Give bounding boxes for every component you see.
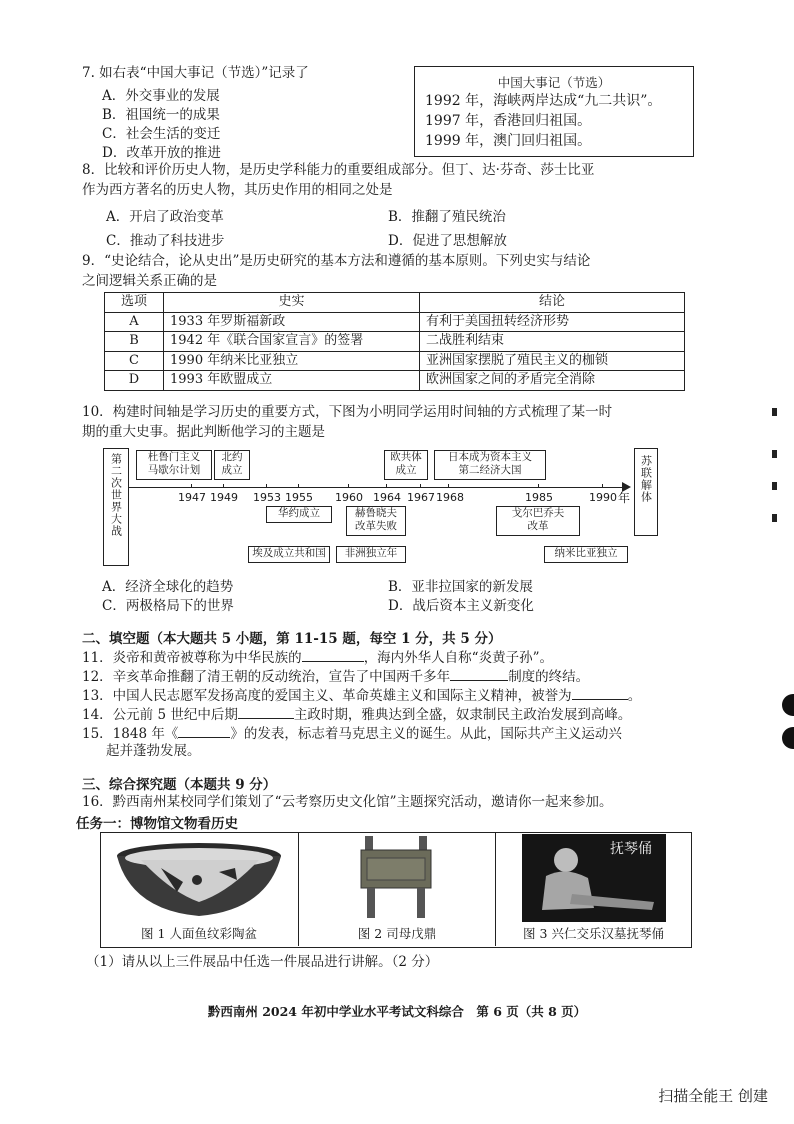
margin-mark — [772, 450, 777, 458]
timeline-event-top — [214, 450, 250, 480]
timeline-event-line: 日本成为资本主义 — [448, 451, 532, 463]
timeline-event-top — [136, 450, 212, 480]
q10-stem-2: 期的重大史事。据此判断他学习的主题是 — [82, 424, 325, 440]
q15 — [82, 723, 688, 744]
table-cell: 1990 年纳米比亚独立 — [164, 351, 420, 371]
q9-stem-2: 之间逻辑关系正确的是 — [82, 273, 217, 289]
timeline-event-line: 纳米比亚独立 — [554, 547, 618, 559]
q11-text: ，海内外华人自称“炎黄子孙”。 — [363, 650, 553, 666]
q8-option-c: C．推动了科技进步 — [106, 233, 225, 249]
table-row — [105, 371, 685, 391]
timeline-year: 1960 — [335, 491, 363, 504]
timeline-event-line: 北约 — [221, 451, 243, 463]
q7-box-line-2: 1997 年，香港回归祖国。 — [425, 113, 592, 129]
q15-blank[interactable] — [178, 723, 230, 738]
timeline-end-box — [634, 448, 658, 536]
timeline-tick — [538, 484, 539, 488]
q7-option-d: D．改革开放的推进 — [102, 145, 221, 161]
table-cell: 二战胜利结束 — [420, 332, 685, 352]
timeline-year: 1990 — [589, 491, 617, 504]
timeline-event-line: 第二经济大国 — [458, 464, 522, 476]
timeline-event-line: 成立 — [395, 464, 417, 476]
timeline-event-line: 欧共体 — [390, 451, 422, 463]
q13 — [82, 685, 688, 706]
binding-hole-icon — [782, 694, 794, 716]
timeline-event-line: 华约成立 — [278, 507, 320, 519]
timeline-event-bottom — [496, 506, 580, 536]
timeline-year: 1985 — [525, 491, 553, 504]
timeline-tick — [348, 484, 349, 488]
margin-mark — [772, 408, 777, 416]
timeline-event-line: 杜鲁门主义 — [147, 451, 201, 463]
margin-mark — [772, 482, 777, 490]
table-header: 史实 — [164, 293, 420, 313]
timeline-tick — [448, 484, 449, 488]
binding-hole-icon — [782, 727, 794, 749]
q15-text: 》的发表，标志着马克思主义的诞生。从此，国际共产主义运动兴 — [230, 726, 622, 742]
timeline-event-line: 埃及成立共和国 — [252, 547, 326, 559]
section-3-title: 三、综合探究题（本题共 9 分） — [82, 777, 277, 793]
timeline-event-top — [434, 450, 546, 480]
q10-timeline — [100, 446, 690, 568]
q9-table — [104, 292, 685, 391]
timeline-event-top — [384, 450, 428, 480]
q13-text: 。 — [627, 688, 642, 704]
q11-text: 11．炎帝和黄帝被尊称为中华民族的 — [82, 650, 302, 666]
q13-text: 13．中国人民志愿军发扬高度的爱国主义、革命英雄主义和国际主义精神，被誉为 — [82, 688, 572, 704]
timeline-event-line: 成立 — [221, 464, 243, 476]
timeline-event-bottom — [346, 506, 406, 536]
q7-box-title: 中国大事记（节选） — [497, 75, 611, 90]
timeline-tick — [266, 484, 267, 488]
timeline-axis — [128, 487, 624, 488]
timeline-event-bottom — [336, 546, 406, 563]
q10-stem-1: 10．构建时间轴是学习历史的重要方式，下图为小明同学运用时间轴的方式梳理了某一时 — [82, 404, 613, 420]
timeline-tick — [602, 484, 603, 488]
margin-mark — [772, 514, 777, 522]
figurine-photo — [522, 834, 666, 922]
q8-option-a: A．开启了政治变革 — [106, 209, 224, 225]
q7-box-line-3: 1999 年，澳门回归祖国。 — [425, 133, 592, 149]
ding-vessel-icon — [299, 832, 495, 924]
table-header: 选项 — [105, 293, 164, 313]
timeline-end-label: 苏联解体 — [639, 455, 653, 503]
timeline-year: 1967 — [407, 491, 435, 504]
q16-stem: 16．黔西南州某校同学们策划了“云考察历史文化馆”主题探究活动，邀请你一起来参加。 — [82, 794, 613, 810]
timeline-year: 1955 — [285, 491, 313, 504]
table-header: 结论 — [420, 293, 685, 313]
timeline-event-line: 马歇尔计划 — [147, 464, 201, 476]
timeline-year: 1949 — [210, 491, 238, 504]
section-2-title: 二、填空题（本大题共 5 小题，第 11-15 题，每空 1 分，共 5 分） — [82, 631, 502, 647]
timeline-event-line: 改革失败 — [355, 520, 397, 532]
table-cell: 有利于美国扭转经济形势 — [420, 312, 685, 332]
q14-text: 14．公元前 5 世纪中后期 — [82, 707, 238, 723]
q14 — [82, 704, 688, 725]
figure-1-caption: 图 1 人面鱼纹彩陶盆 — [141, 926, 257, 941]
table-row — [105, 312, 685, 332]
table-row — [105, 351, 685, 371]
q8-option-d: D．促进了思想解放 — [388, 233, 507, 249]
q8-stem-1: 8．比较和评价历史人物，是历史学科能力的重要组成部分。但丁、达·芬奇、莎士比亚 — [82, 162, 595, 178]
figure-3-caption: 图 3 兴仁交乐汉墓抚琴俑 — [523, 926, 664, 941]
q10-option-a: A．经济全球化的趋势 — [102, 579, 234, 595]
q7-event-box — [414, 66, 694, 157]
q10-option-b: B．亚非拉国家的新发展 — [388, 579, 533, 595]
q14-blank[interactable] — [238, 704, 294, 719]
table-cell: A — [105, 312, 164, 332]
q7-option-b: B．祖国统一的成果 — [102, 107, 220, 123]
figure-2-caption: 图 2 司母戊鼎 — [357, 926, 437, 941]
table-header-row — [105, 293, 685, 313]
q12-text: 12．辛亥革命推翻了清王朝的反动统治，宣告了中国两千多年 — [82, 669, 451, 685]
scanner-watermark: 扫描全能王 创建 — [658, 1087, 768, 1105]
q13-blank[interactable] — [572, 685, 628, 700]
table-cell: C — [105, 351, 164, 371]
page-footer: 黔西南州 2024 年初中学业水平考试文科综合 第 6 页（共 8 页） — [207, 1004, 587, 1019]
timeline-year: 1947 — [178, 491, 206, 504]
table-cell: B — [105, 332, 164, 352]
timeline-tick — [223, 484, 224, 488]
timeline-start-box — [103, 448, 129, 566]
table-cell: 1942 年《联合国家宣言》的签署 — [164, 332, 420, 352]
figurine-photo-label: 抚琴俑 — [610, 841, 652, 857]
timeline-tick — [298, 484, 299, 488]
timeline-event-bottom — [544, 546, 628, 563]
task-1-title: 任务一：博物馆文物看历史 — [76, 816, 238, 832]
timeline-tick — [420, 484, 421, 488]
painted-basin-icon — [101, 832, 297, 924]
timeline-event-bottom — [266, 506, 332, 523]
q8-option-b: B．推翻了殖民统治 — [388, 209, 506, 225]
timeline-year: 1964 — [373, 491, 401, 504]
figure-3 — [495, 832, 691, 946]
timeline-event-bottom — [248, 546, 330, 563]
q12-blank[interactable] — [450, 666, 508, 681]
q16-subquestion-1: （1）请从以上三件展品中任选一件展品进行讲解。（2 分） — [86, 954, 439, 970]
figure-1 — [101, 832, 297, 946]
q10-option-d: D．战后资本主义新变化 — [388, 598, 534, 614]
timeline-start-label: 第二次世界大战 — [109, 453, 123, 537]
q12 — [82, 666, 688, 687]
q15-text: 15．1848 年《 — [82, 726, 179, 742]
q11 — [82, 647, 688, 668]
timeline-year: 1953 — [253, 491, 281, 504]
q7-stem: 7. 如右表“中国大事记（节选）”记录了 — [82, 65, 309, 81]
timeline-event-line: 改革 — [527, 520, 549, 532]
q7-option-c: C．社会生活的变迁 — [102, 126, 221, 142]
q15-continued: 起并蓬勃发展。 — [106, 743, 201, 759]
table-cell: D — [105, 371, 164, 391]
q12-text: 制度的终结。 — [508, 669, 590, 685]
timeline-tick — [386, 484, 387, 488]
timeline-year-unit: 年 — [618, 491, 631, 505]
timeline-event-line: 非洲独立年 — [344, 547, 398, 559]
table-cell: 1933 年罗斯福新政 — [164, 312, 420, 332]
q7-box-line-1: 1992 年，海峡两岸达成“九二共识”。 — [425, 93, 662, 109]
timeline-event-line: 赫鲁晓夫 — [355, 507, 397, 519]
q10-option-c: C．两极格局下的世界 — [102, 598, 234, 614]
table-cell: 1993 年欧盟成立 — [164, 371, 420, 391]
timeline-event-line: 戈尔巴乔夫 — [511, 507, 565, 519]
timeline-year: 1968 — [436, 491, 464, 504]
q7-option-a: A．外交事业的发展 — [102, 88, 220, 104]
timeline-tick — [191, 484, 192, 488]
table-cell: 亚洲国家摆脱了殖民主义的枷锁 — [420, 351, 685, 371]
q8-stem-2: 作为西方著名的历史人物，其历史作用的相同之处是 — [82, 182, 393, 198]
q11-blank[interactable] — [302, 647, 364, 662]
figure-2 — [298, 832, 495, 946]
table-row — [105, 332, 685, 352]
q9-stem-1: 9．“史论结合，论从史出”是历史研究的基本方法和遵循的基本原则。下列史实与结论 — [82, 253, 591, 269]
q14-text: 主政时期，雅典达到全盛，奴隶制民主政治发展到高峰。 — [293, 707, 632, 723]
table-cell: 欧洲国家之间的矛盾完全消除 — [420, 371, 685, 391]
